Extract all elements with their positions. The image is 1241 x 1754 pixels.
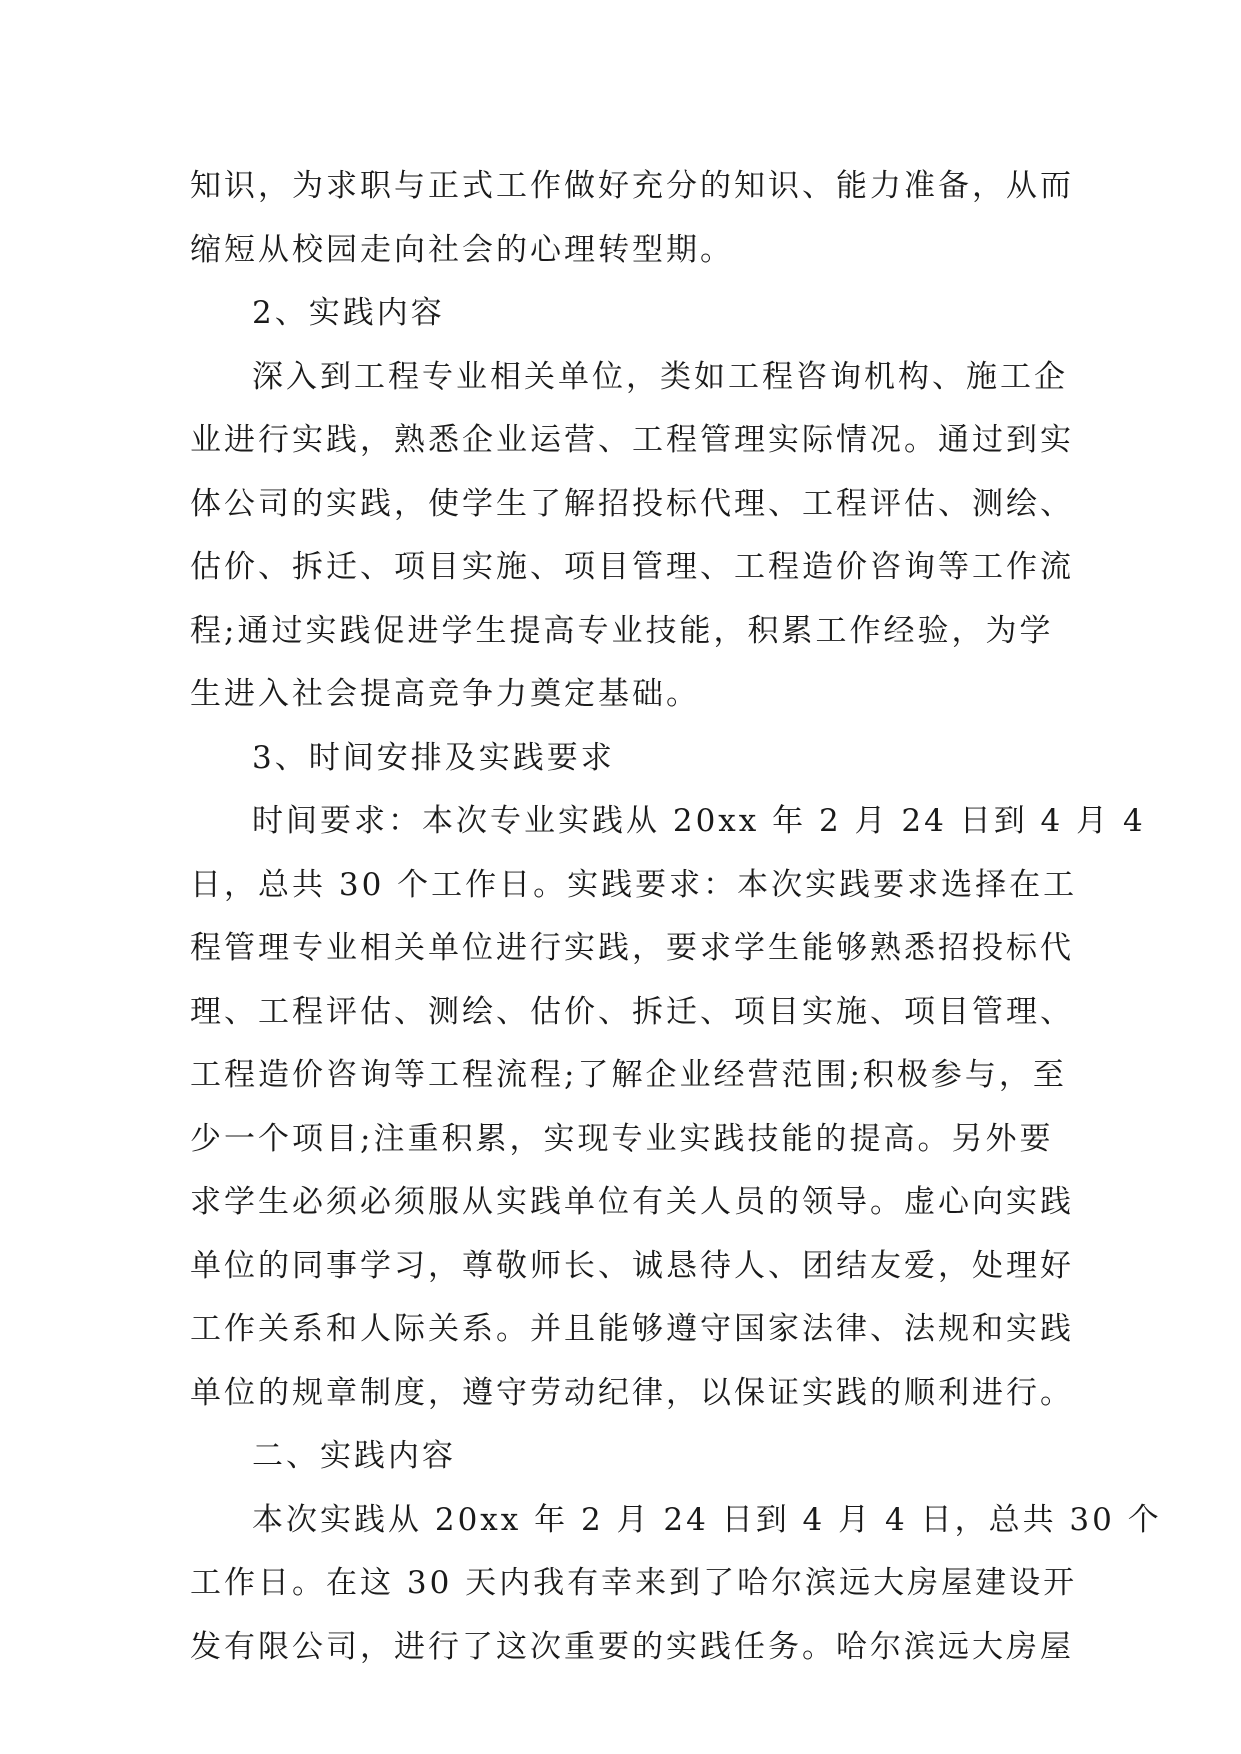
text-line: 日，总共 30 个工作日。实践要求：本次实践要求选择在工 — [190, 866, 1078, 903]
text-line: 单位的同事学习，尊敬师长、诚恳待人、团结友爱，处理好 — [190, 1247, 1074, 1284]
section-heading: 2、实践内容 — [252, 295, 445, 331]
text-line: 理、工程评估、测绘、估价、拆迁、项目实施、项目管理、 — [190, 993, 1074, 1030]
text-line: 程管理专业相关单位进行实践，要求学生能够熟悉招投标代 — [190, 930, 1074, 966]
text-line: 深入到工程专业相关单位，类如工程咨询机构、施工企 — [252, 358, 1068, 395]
section-heading: 3、时间安排及实践要求 — [252, 739, 615, 776]
text-line: 工程造价咨询等工程流程;了解企业经营范围;积极参与，至 — [190, 1057, 1067, 1093]
document-body — [190, 155, 1162, 1679]
text-line: 生进入社会提高竞争力奠定基础。 — [190, 676, 700, 712]
text-line: 工作关系和人际关系。并且能够遵守国家法律、法规和实践 — [190, 1311, 1074, 1347]
text-line: 知识，为求职与正式工作做好充分的知识、能力准备，从而 — [190, 168, 1074, 204]
text-line: 少一个项目;注重积累，实现专业实践技能的提高。另外要 — [190, 1120, 1054, 1157]
text-line: 估价、拆迁、项目实施、项目管理、工程造价咨询等工作流 — [190, 549, 1074, 585]
text-line: 时间要求：本次专业实践从 20xx 年 2 月 24 日到 4 月 4 — [252, 803, 1146, 839]
section-heading: 二、实践内容 — [252, 1438, 456, 1474]
text-line: 工作日。在这 30 天内我有幸来到了哈尔滨远大房屋建设开 — [190, 1565, 1078, 1601]
text-line: 求学生必须必须服从实践单位有关人员的领导。虚心向实践 — [190, 1184, 1074, 1220]
text-line: 发有限公司，进行了这次重要的实践任务。哈尔滨远大房屋 — [190, 1628, 1074, 1665]
text-line: 体公司的实践，使学生了解招投标代理、工程评估、测绘、 — [190, 485, 1074, 522]
text-line: 本次实践从 20xx 年 2 月 24 日到 4 月 4 日，总共 30 个 — [252, 1501, 1162, 1538]
text-line: 业进行实践，熟悉企业运营、工程管理实际情况。通过到实 — [190, 422, 1074, 458]
text-line: 缩短从校园走向社会的心理转型期。 — [190, 231, 734, 268]
text-line: 程;通过实践促进学生提高专业技能，积累工作经验，为学 — [190, 612, 1054, 649]
text-line: 单位的规章制度，遵守劳动纪律，以保证实践的顺利进行。 — [190, 1374, 1074, 1411]
